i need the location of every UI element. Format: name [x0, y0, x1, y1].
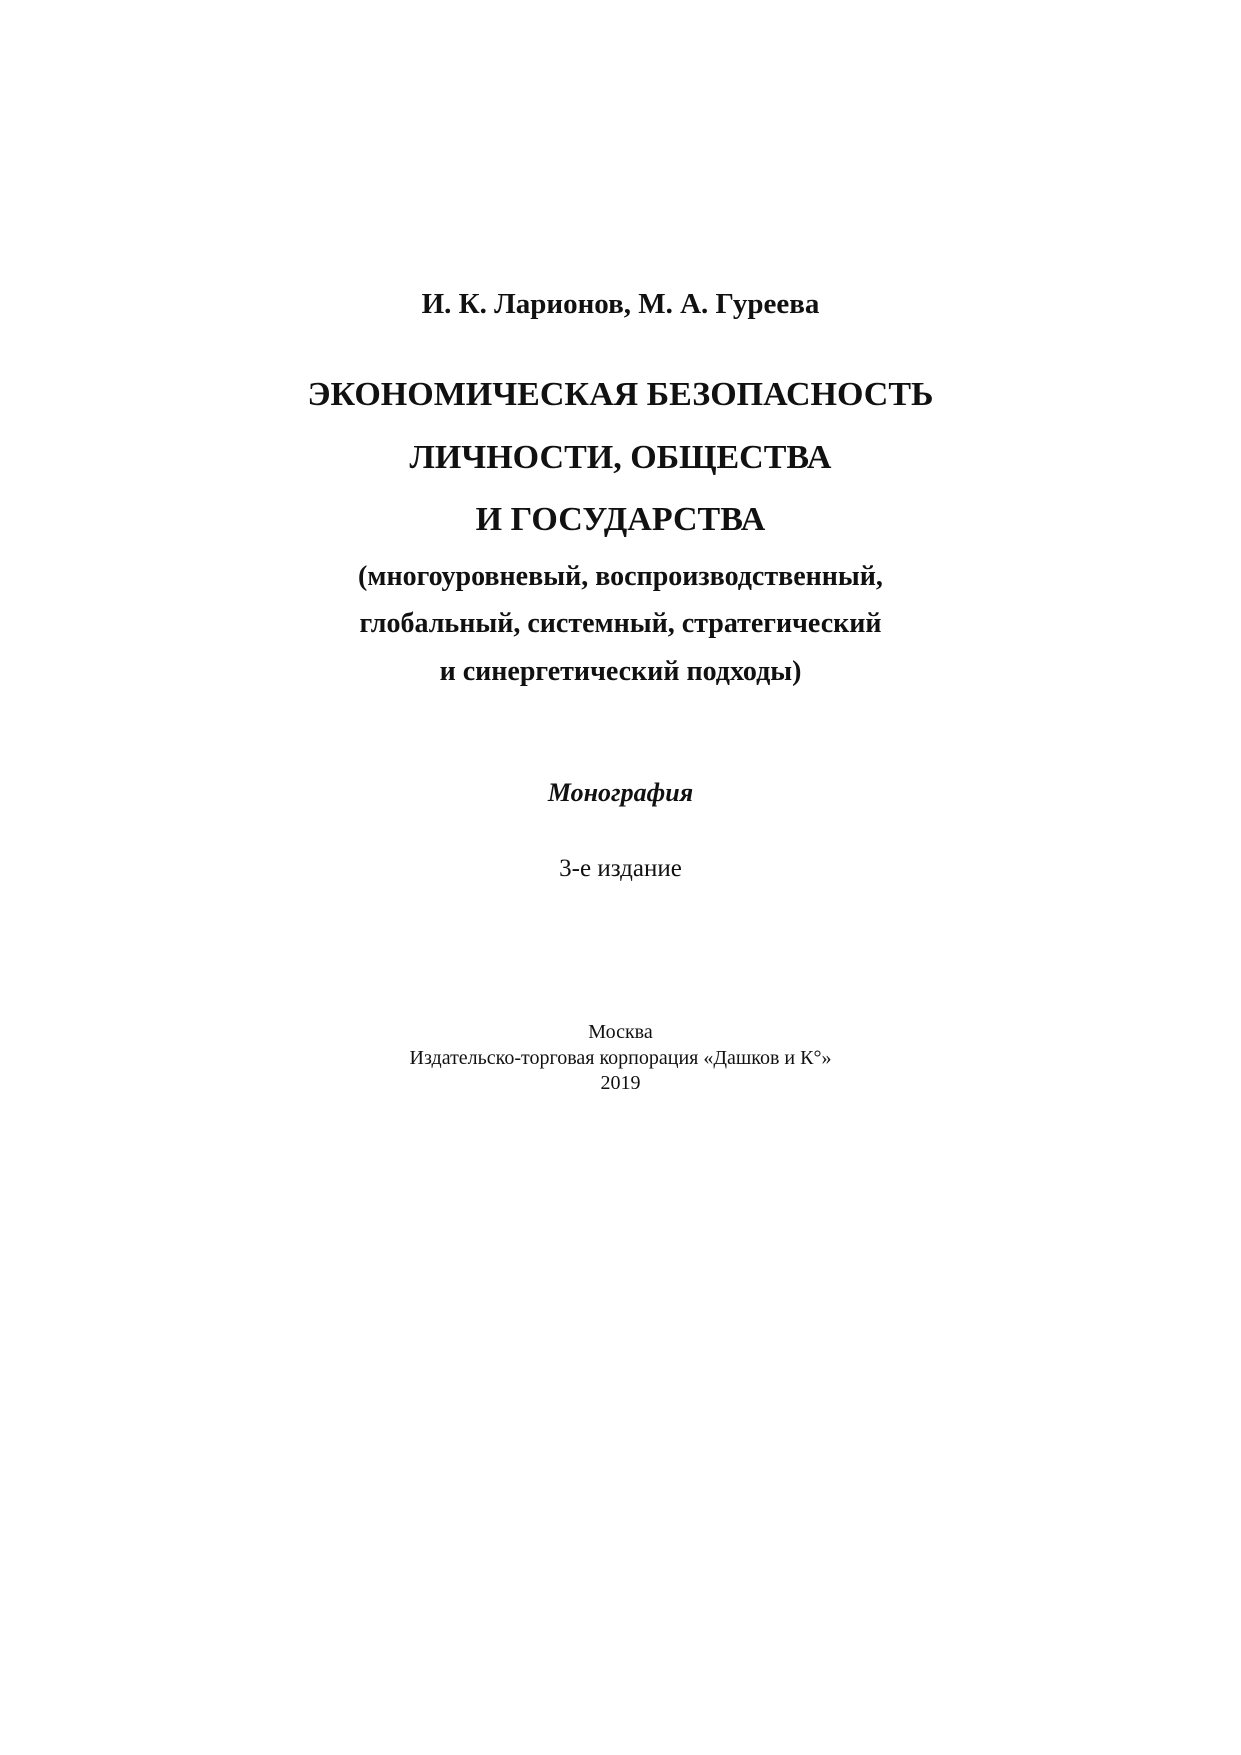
imprint-year: 2019	[600, 1072, 641, 1094]
book-title-line-1: ЭКОНОМИЧЕСКАЯ БЕЗОПАСНОСТЬ	[307, 376, 934, 413]
authors: И. К. Ларионов, М. А. Гуреева	[421, 288, 820, 320]
imprint-publisher: Издательско-торговая корпорация «Дашков и К°»	[409, 1047, 832, 1069]
edition-label: 3-е издание	[559, 855, 682, 882]
subtitle-line-3: и синергетический подходы)	[439, 656, 802, 687]
imprint-city: Москва	[588, 1021, 653, 1043]
book-title-line-2: ЛИЧНОСТИ, ОБЩЕСТВА	[409, 439, 832, 476]
book-title-line-3: И ГОСУДАРСТВА	[475, 501, 766, 538]
genre-label: Монография	[547, 778, 694, 807]
subtitle-line-2: глобальный, системный, стратегический	[359, 608, 882, 639]
subtitle-line-1: (многоуровневый, воспроизводственный,	[358, 561, 883, 592]
